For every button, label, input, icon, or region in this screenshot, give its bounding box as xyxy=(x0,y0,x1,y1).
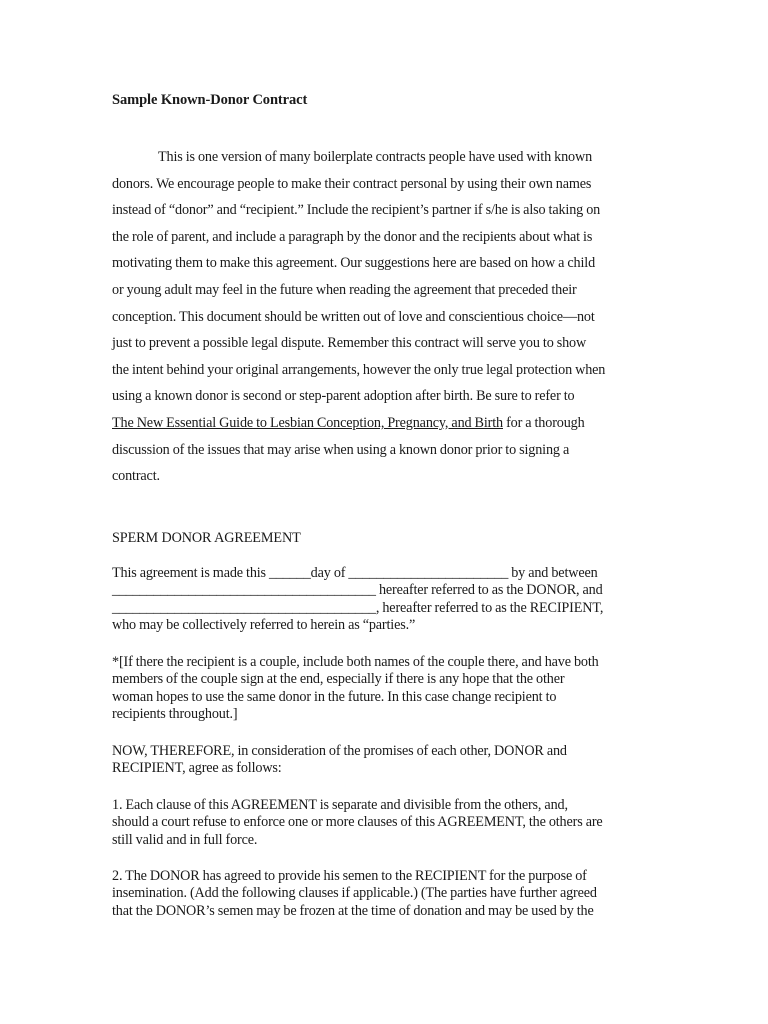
clause-1-line: 1. Each clause of this AGREEMENT is separate and divisible from the others, and, xyxy=(112,797,568,813)
intro-line-with-book xyxy=(112,410,672,437)
couple-note-line: recipients throughout.] xyxy=(112,706,238,723)
intro-line: discussion of the issues that may arise when using a known donor prior to signing a xyxy=(112,441,570,458)
clause-1-paragraph xyxy=(112,797,672,849)
clause-2-line: insemination. (Add the following clauses if applicable.) (The parties have further agreed xyxy=(112,885,597,902)
intro-line: instead of “donor” and “recipient.” Include the recipient’s partner if s/he is also taking on xyxy=(112,202,601,219)
parties-line: who may be collectively referred to herein as “parties.” xyxy=(112,617,416,634)
intro-line: just to prevent a possible legal dispute. Remember this contract will serve you to show xyxy=(112,335,587,352)
intro-line: using a known donor is second or step-parent adoption after birth. Be sure to refer to xyxy=(112,388,575,405)
intro-line: conception. This document should be written out of love and conscientious choice—not xyxy=(112,308,595,325)
parties-paragraph xyxy=(112,565,672,635)
therefore-line: RECIPIENT, agree as follows: xyxy=(112,760,282,777)
agreement-heading: SPERM DONOR AGREEMENT xyxy=(112,530,301,546)
intro-line: motivating them to make this agreement. Our suggestions here are based on how a child xyxy=(112,255,596,272)
therefore-line: NOW, THEREFORE, in consideration of the promises of each other, DONOR and xyxy=(112,743,567,759)
parties-line: This agreement is made this ______day of _______________________ by and between xyxy=(112,565,598,581)
clause-2-line: that the DONOR’s semen may be frozen at the time of donation and may be used by the xyxy=(112,902,594,919)
couple-note-line: members of the couple sign at the end, especially if there is any hope that the other xyxy=(112,671,565,688)
clause-2-line: 2. The DONOR has agreed to provide his semen to the RECIPIENT for the purpose of xyxy=(112,868,587,884)
intro-line: or young adult may feel in the future when reading the agreement that preceded their xyxy=(112,281,577,298)
clause-2-paragraph xyxy=(112,868,672,920)
couple-note-line: woman hopes to use the same donor in the future. In this case change recipient to xyxy=(112,688,557,705)
parties-line: ______________________________________ hereafter referred to as the DONOR, and xyxy=(112,582,603,599)
intro-line: This is one version of many boilerplate contracts people have used with known xyxy=(158,149,593,165)
couple-note-line: *[If there the recipient is a couple, include both names of the couple there, and have both xyxy=(112,654,599,670)
intro-line: donors. We encourage people to make their contract personal by using their own names xyxy=(112,175,592,192)
intro-line: the intent behind your original arrangements, however the only true legal protection when xyxy=(112,361,606,378)
book-title-reference: The New Essential Guide to Lesbian Conception, Pregnancy, and Birth xyxy=(112,414,503,431)
intro-after-book: for a thorough xyxy=(502,414,585,431)
document-title: Sample Known-Donor Contract xyxy=(112,92,308,108)
parties-line: ______________________________________, hereafter referred to as the RECIPIENT, xyxy=(112,599,604,616)
intro-line: contract. xyxy=(112,468,160,485)
clause-1-line: still valid and in full force. xyxy=(112,831,258,848)
therefore-paragraph xyxy=(112,743,672,778)
intro-paragraph xyxy=(112,144,672,490)
clause-1-line: should a court refuse to enforce one or more clauses of this AGREEMENT, the others are xyxy=(112,814,603,831)
couple-note-paragraph xyxy=(112,654,672,724)
intro-line: the role of parent, and include a paragraph by the donor and the recipients about what is xyxy=(112,228,593,245)
